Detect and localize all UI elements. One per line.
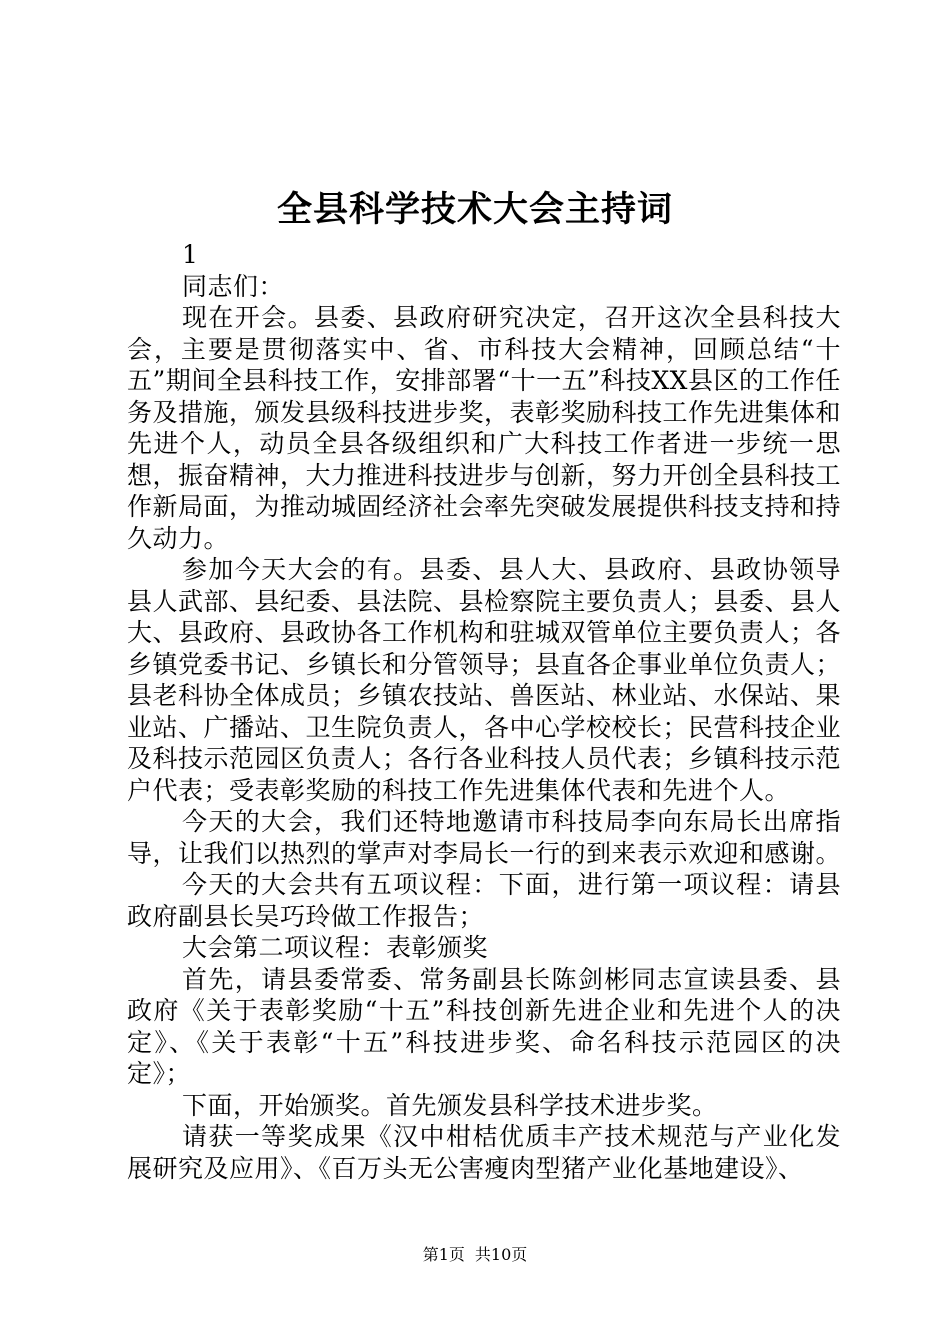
paragraph-guests: 今天的大会，我们还特地邀请市科技局李向东局长出席指导，让我们以热烈的掌声对李局长一行的到来表示欢迎和感谢。 [127, 807, 842, 868]
paragraph-agenda-one: 今天的大会共有五项议程：下面，进行第一项议程：请县政府副县长吴巧玲做工作报告； [127, 870, 841, 931]
page-total: 共10页 [474, 1245, 528, 1264]
paragraph-decision-reading: 首先，请县委常委、常务副县长陈剑彬同志宣读县委、县政府《关于表彰奖励“十五”科技创新先进企业和先进个人的决定》、《关于表彰“十五”科技进步奖、命名科技示范园区的决定》； [127, 964, 841, 1088]
paragraph-opening: 现在开会。县委、县政府研究决定，召开这次全县科技大会，主要是贯彻落实中、省、市科技大会精神，回顾总结“十五”期间全县科技工作，安排部署“十一五”科技XX县区的工作任务及措施，颁发县级科技进步奖，表彰奖励科技工作先进集体和先进个人，动员全县各级组织和广大科技工作者进一步统一思想，振奋精神，大力推进科技进步与创新，努力开创全县科技工作新局面，为推动城固经济社会率先突破发展提供科技支持和持久动力。 [127, 303, 842, 553]
page-footer [0, 1244, 950, 1266]
paragraph-attendees: 参加今天大会的有。县委、县人大、县政府、县政协领导县人武部、县纪委、县法院、县检察院主要负责人；县委、县人大、县政府、县政协各工作机构和驻城双管单位主要负责人；各乡镇党委书记、乡镇长和分管领导；县直各企事业单位负责人；县老科协全体成员；乡镇农技站、兽医站、林业站、水保站、果业站、广播站、卫生院负责人，各中心学校校长；民营科技企业及科技示范园区负责人；各行各业科技人员代表；乡镇科技示范户代表；受表彰奖励的科技工作先进集体代表和先进个人。 [127, 555, 842, 805]
document-body [127, 239, 841, 1184]
page-number: 第1页 [422, 1245, 465, 1264]
paragraph-first-prize: 请获一等奖成果《汉中柑桔优质丰产技术规范与产业化发展研究及应用》、《百万头无公害瘦肉型猪产业化基地建设》、 [127, 1122, 841, 1183]
paragraph-agenda-two: 大会第二项议程：表彰颁奖 [182, 933, 489, 962]
paragraph-salutation: 同志们： [182, 271, 285, 301]
paragraph-award-start: 下面，开始颁奖。首先颁发县科学技术进步奖。 [182, 1090, 718, 1120]
paragraph-number: 1 [182, 240, 199, 269]
document-title: 全县科学技术大会主持词 [276, 189, 673, 230]
